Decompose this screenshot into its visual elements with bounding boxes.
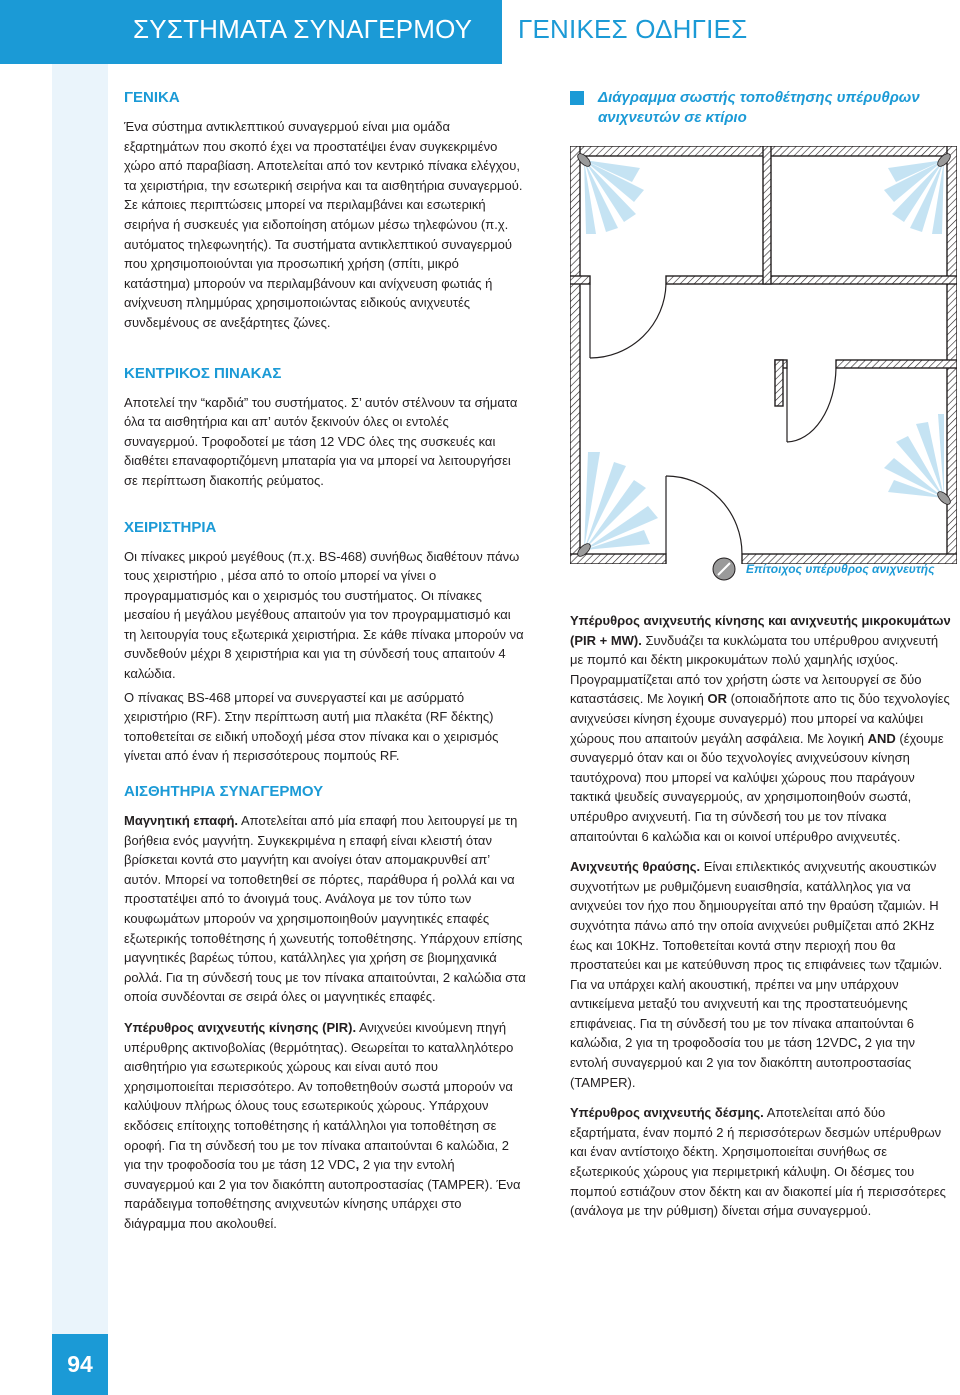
door-swing bbox=[590, 284, 666, 358]
right-column-top bbox=[570, 88, 953, 128]
term-text: 2 για την εντολή συναγερμού και 2 για τον διακόπτη αυτοπροστασίας (TAMPER). bbox=[570, 1035, 915, 1090]
wall-middle-vertical bbox=[763, 146, 771, 284]
diagram-title: Διάγραμμα σωστής τοποθέτησης υπέρυθρων ανιχνευτών σε κτίριο bbox=[598, 89, 920, 126]
term-title: Μαγνητική επαφή. bbox=[124, 813, 239, 829]
term-text: Αποτελείται από μία επαφή που λειτουργεί με τη βοήθεια ενός μαγνήτη. Συγκεκριμένα η επαφή είναι κλειστή όταν βρίσκεται κοντά στο μαγνήτη και ανοίγει όταν απομακρυνθεί απ’ αυτόν. Μπορεί να τοποθετηθεί σε πόρτες, παράθυρα ή ρολλά και να προστατέψει από το άνοιγμά τους. Ανάλογα με τον τύπο των κουφωμάτων μπορούν να χρησιμοποιηθούν μαγνητικές επαφές εξωτερικής τοποθέτησης ή χωνευτής τοποθέτησης. Υπάρχουν επίσης μαγνητικές βαρέως τύπου, κατάλληλες για χρήση σε βιομηχανικά ρολλά. Για τη σύνδεσή τους με τον πίνακα απαιτούνται, 2 καλώδια στα οποία συνδέονται σε σειρά όλες οι μαγνητικές επαφές. bbox=[124, 813, 526, 1005]
wall-pir-detector-icon bbox=[712, 557, 736, 581]
door-swing bbox=[666, 476, 742, 554]
term-text: Είναι επιλεκτικός ανιχνευτής ακουστικών συχνοτήτων με ρυθμιζόμενη ευαισθησία, κατάλληλος για να ανιχνεύει τον ήχο που δημιουργείται από την θραύση τζαμιών. Η συχνότητα πάνω από την οποία ανιχνεύει ρυθμίζεται από 2KHz έως και 10KHz. Τοποθετείται κοντά στην περιοχή που θα προστατεύει και με κατεύθυνση προς τις επιφάνειες των τζαμιών. Για να υπάρχει καλή ακουστική, πρέπει να μην υπάρχουν αντικείμενα μεταξύ του ανιχνευτή και της προστατευόμενης επιφάνειας. Για τη σύνδεσή του με τον πίνακα απαιτούνται 6 καλώδια, 2 για τη τροφοδοσία του με τάση 12VDC bbox=[570, 859, 943, 1051]
term-title: Υπέρυθρος ανιχνευτής κίνησης (PIR). bbox=[124, 1019, 357, 1035]
door-swing bbox=[787, 368, 836, 442]
header-title: ΣΥΣΤΗΜΑΤΑ ΣΥΝΑΓΕΡΜΟΥ bbox=[133, 14, 473, 44]
section-heading: ΑΙΣΘΗΤΗΡΙΑ ΣΥΝΑΓΕΡΜΟΥ bbox=[124, 783, 324, 801]
floor-plan-diagram bbox=[570, 146, 957, 564]
margin-stripe bbox=[52, 64, 108, 1334]
page-number: 94 bbox=[52, 1334, 108, 1395]
term-title: Ανιχνευτής θραύσης. bbox=[570, 859, 701, 875]
wall-left bbox=[570, 146, 580, 564]
section-general bbox=[124, 88, 526, 333]
left-column bbox=[124, 88, 526, 1234]
pir-mw-text bbox=[570, 611, 953, 846]
section-heading: ΧΕΙΡΙΣΤΗΡΙΑ bbox=[124, 518, 217, 536]
glass-break-text bbox=[570, 857, 953, 1092]
magnetic-contact-text bbox=[124, 811, 526, 1007]
section-text: Οι πίνακες μικρού μεγέθους (π.χ. BS-468) συνήθως διαθέτουν πάνω τους χειριστήριο , μέσα από το οποίο μπορεί να γίνει ο προγραμματισμός και ο χειρισμός του συστήματος. Οι πίνακες μεσαίου ή μεγάλου μεγέθους απαιτούν για τον προγραμματισμό και τη λειτουργία τους εξωτερικά χειριστήρια. Σε κάθε πίνακα μπορούν να συνδεθούν μέχρι 8 χειριστήρια και για τη σύνδεσή τους απαιτούν 4 καλώδια. bbox=[124, 548, 524, 682]
term-text: Αποτελείται από δύο εξαρτήματα, έναν πομπό 2 ή περισσότερων δεσμών υπέρυθρων και έναν αντίστοιχο δέκτη. Χρησιμοποιείται συνήθως σε εξωτερικούς χώρους για περιμετρική κάλυψη. Οι δέσμες του πομπού εστιάζουν στον δέκτη και αν διακοπεί μία ή περισσότερες (ανάλογα με την ρύθμιση) δίνεται σήμα συναγερμού. bbox=[570, 1105, 946, 1219]
logic-and: AND bbox=[867, 730, 896, 746]
term-sep: , bbox=[857, 1035, 865, 1051]
header-subtitle: ΓΕΝΙΚΕΣ ΟΔΗΓΙΕΣ bbox=[518, 14, 748, 44]
section-keypads bbox=[124, 518, 526, 767]
section-sensors bbox=[124, 782, 526, 1233]
section-text: Ο πίνακας BS-468 μπορεί να συνεργαστεί και με ασύρματό χειριστήριο (RF). Στην περίπτωση αυτή μια πλακέτα (RF δέκτης) τοποθετείται σε ειδική υποδοχή μέσα στον πίνακα και ο χειρισμός γίνεται από έναν ή περισσότερους πομπούς RF. bbox=[124, 689, 499, 764]
doors bbox=[590, 284, 836, 554]
term-text: (έχουμε συναγερμό όταν και οι δύο τεχνολογίες ανιχνεύσουν κίνηση ταυτόχρονα) που μπορεί να καλύψει χώρους που παράγουν τακτικά ψευδείς συναγερμούς, αν χρησιμοποιηθούν σωστά, υπέρυθρο ανιχνευτή. Για τη σύνδεσή του με τον πίνακα απαιτούνται 6 καλώδια και οι κοινοί υπέρυθρο ανιχνευτές. bbox=[570, 730, 944, 844]
section-central-panel bbox=[124, 364, 526, 491]
logic-or: OR bbox=[707, 691, 728, 707]
term-text: 2 για την εντολή συναγερμού και 2 για τον διακόπτη αυτοπροστασίας (TAMPER). Ένα παράδειγμα τοποθέτησης ανιχνευτών κίνησης υπάρχει στο διάγραμμα που ακολουθεί. bbox=[124, 1157, 521, 1231]
legend-label: Επίτοιχος υπέρυθρος ανιχνευτής bbox=[746, 562, 935, 576]
diagram-heading bbox=[570, 88, 953, 128]
bullet-square-icon bbox=[570, 91, 584, 105]
right-column-text bbox=[570, 611, 953, 1221]
term-text: Ανιχνεύει κινούμενη πηγή υπέρυθρης ακτινοβολίας (θερμότητας). Θεωρείται το καταλληλότερο αισθητήριο για εσωτερικούς χώρους και είναι αυτό που χρησιμοποιείται περισσότερο. Αν τοποθετηθούν σωστά μπορούν να καλύψουν πλήρως όλους τους εσωτερικούς χώρους. Υπάρχουν εκδόσεις επίτοιχης τοποθέτησης ή κατάλληλοι για τοποθέτηση σε οροφή. Για τη σύνδεσή του με τον πίνακα απαιτούνται 6 καλώδια, 2 για την τροφοδοσία του με τάση 12 VDC bbox=[124, 1019, 514, 1173]
diagram-legend bbox=[712, 556, 952, 582]
section-heading: ΓΕΝΙΚΑ bbox=[124, 89, 180, 106]
term-sep: , bbox=[355, 1157, 363, 1173]
term-text: (οποιαδήποτε απο τις δύο τεχνολογίες ανιχνεύσει κίνηση έχουμε συναγερμό) που μπορεί να καλύψει χώρους που απαιτούν μεγάλη ασφάλεια. Με λογική bbox=[570, 691, 950, 746]
beam-detector-text bbox=[570, 1103, 953, 1221]
section-text: Αποτελεί την “καρδιά” του συστήματος. Σ’ αυτόν στέλνουν τα σήματα όλα τα αισθητήρια και απ’ αυτόν ξεκινούν όλες οι εντολές συναγερμού. Τροφοδοτεί με τάση 12 VDC όλες της συσκευές και διαθέτει επαναφορτιζόμενη μπαταρία για να μπορεί να λειτουργήσει σε περίπτωση διακοπής ρεύματος. bbox=[124, 394, 518, 488]
section-text: Ένα σύστημα αντικλεπτικού συναγερμού είναι μια ομάδα εξαρτημάτων που σκοπό έχει να προστατέψει έναν συγκεκριμένο χώρο από παραβίαση. Αποτελείται από τον κεντρικό πίνακα ελέγχου, τα χειριστήρια, την εσωτερική σειρήνα και τα αισθητήρια συναγερμού. Σε κάποιες περιπτώσεις μπορεί να περιλαμβάνει και εσωτερική σειρήνα ή συσκευές για ειδοποίηση ατόμων μέσω τηλεφώνου (π.χ. αυτόματος τηλεφωνητής). Τα συστήματα αντικλεπτικού συναγερμού που χρησιμοποιούνται για προσωπική χρήση (σπίτι, μικρό κατάστημα) μπορούν να περιλαμβάνουν και ανίχνευση φωτιάς ή ανίχνευση πλημμύρας χρησιμοποιώντας ειδικούς ανιχνευτές συνδεμένους σε ανεξάρτητες ζώνες. bbox=[124, 119, 523, 330]
section-heading: ΚΕΝΤΡΙΚΟΣ ΠΙΝΑΚΑΣ bbox=[124, 364, 282, 382]
wall-middle-horizontal-a bbox=[570, 276, 590, 284]
term-title: Υπέρυθρος ανιχνευτής κίνησης και ανιχνευτής μικροκυμάτων (PIR + MW). bbox=[570, 613, 951, 648]
wall-bottom-left bbox=[570, 554, 666, 564]
term-text: Συνδυάζει τα κυκλώματα του υπέρυθρου ανιχνευτή με πομπό και δέκτη μικροκυμάτων πολύ χαμηλής ισχύος. Προγραμματίζεται από τον χρήστη ώστε να λειτουργεί σε δύο καταστάσεις. Με λογική bbox=[570, 632, 939, 707]
wall-room3-left bbox=[775, 360, 783, 406]
pir-text bbox=[124, 1018, 526, 1234]
wall-room3-top-b bbox=[836, 360, 957, 368]
term-title: Υπέρυθρος ανιχνευτής δέσμης. bbox=[570, 1105, 764, 1121]
wall-middle-horizontal-b bbox=[666, 276, 957, 284]
